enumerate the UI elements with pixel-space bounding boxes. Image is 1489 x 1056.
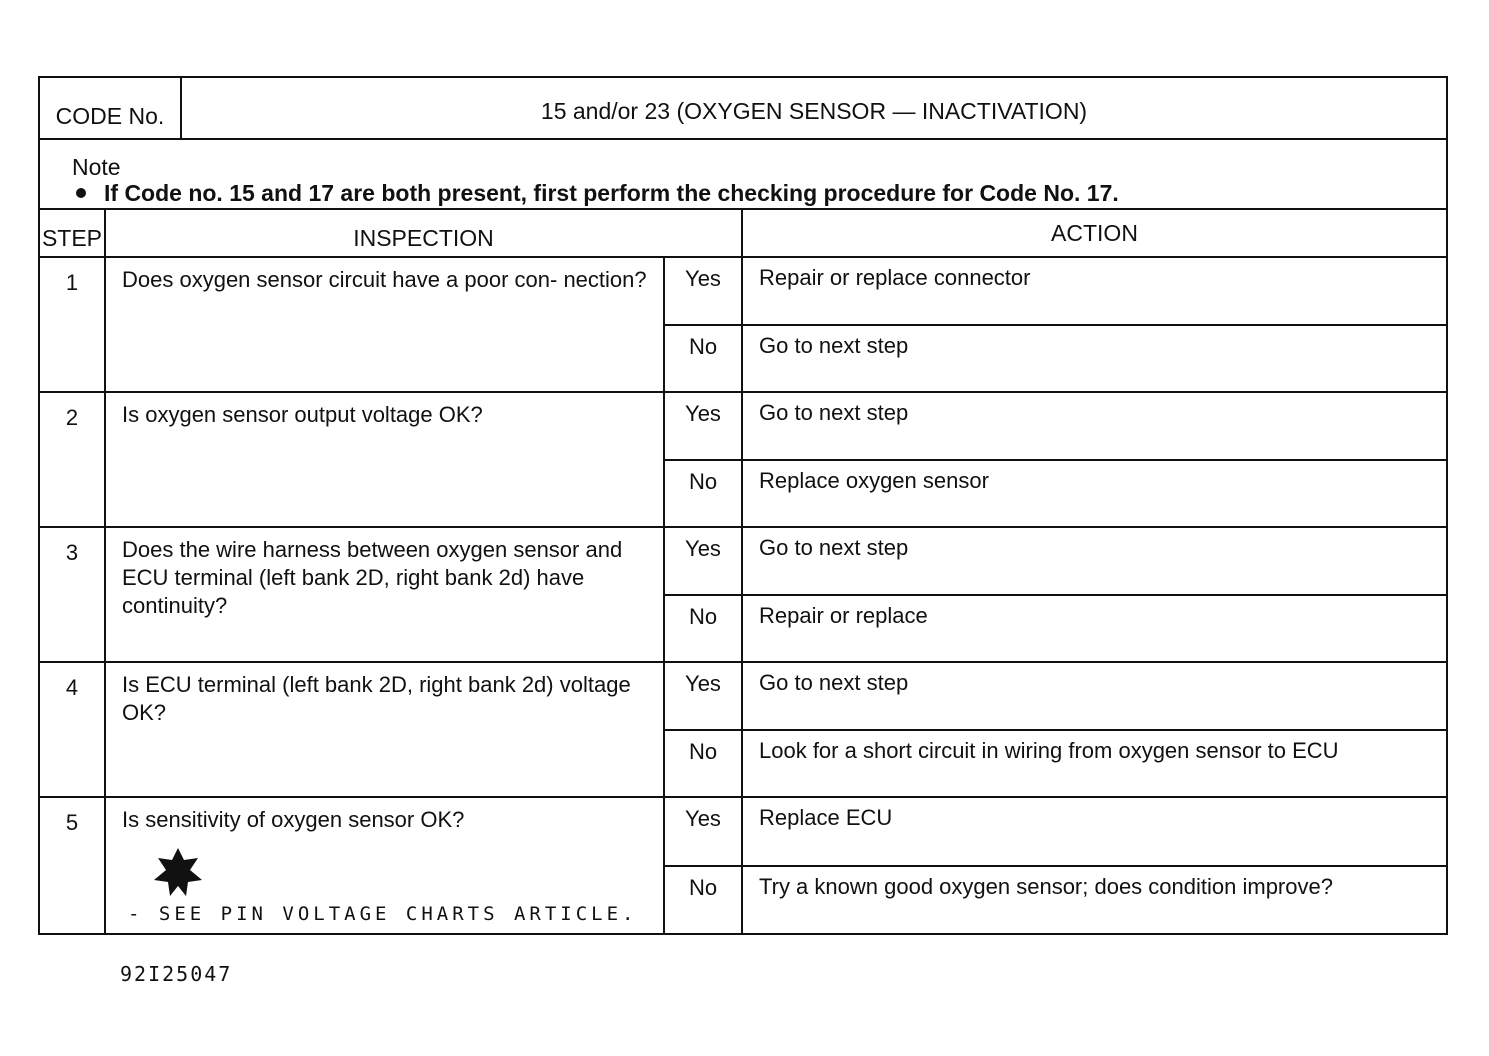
- step-number: 5: [40, 798, 106, 933]
- pin-voltage-note: - SEE PIN VOLTAGE CHARTS ARTICLE.: [128, 903, 638, 925]
- step-question-cell: [106, 798, 665, 933]
- step-answers: [665, 393, 1446, 526]
- step-row: [40, 528, 1446, 663]
- answer-yes-label: Yes: [665, 663, 743, 729]
- step-question: Is sensitivity of oxygen sensor OK?: [122, 807, 465, 832]
- answer-no-row: [665, 731, 1446, 797]
- answer-no-row: [665, 867, 1446, 934]
- answer-yes-row: [665, 798, 1446, 867]
- step-number: 4: [40, 663, 106, 796]
- answer-no-row: [665, 326, 1446, 392]
- answer-yes-label: Yes: [665, 393, 743, 459]
- step-number: 2: [40, 393, 106, 526]
- step-row: [40, 663, 1446, 798]
- answer-yes-action: Go to next step: [759, 670, 909, 695]
- answer-yes-label: Yes: [665, 528, 743, 594]
- step-row: [40, 258, 1446, 393]
- diagnostic-table: [38, 76, 1448, 935]
- answer-yes-row: [665, 393, 1446, 461]
- answer-yes-action: Replace ECU: [759, 805, 893, 830]
- answer-no-action: Replace oxygen sensor: [759, 467, 989, 493]
- step-number: 1: [40, 258, 106, 391]
- note-section: [40, 140, 1446, 210]
- step-answers: [665, 798, 1446, 933]
- answer-no-row: [665, 461, 1446, 527]
- bullet-icon: [76, 188, 86, 198]
- star-icon: [152, 848, 204, 896]
- column-header-inspection: INSPECTION: [106, 210, 743, 256]
- note-line: [72, 180, 1446, 206]
- answer-yes-row: [665, 528, 1446, 596]
- answer-no-row: [665, 596, 1446, 662]
- step-number: 3: [40, 528, 106, 661]
- code-title: 15 and/or 23 (OXYGEN SENSOR — INACTIVATION): [540, 97, 1088, 124]
- step-answers: [665, 663, 1446, 796]
- step-question: Does the wire harness between oxygen sensor and ECU terminal (left bank 2D, right bank 2d) have continuity?: [106, 528, 665, 661]
- note-title: Note: [72, 154, 121, 180]
- step-question: Does oxygen sensor circuit have a poor con- nection?: [106, 258, 665, 391]
- answer-yes-label: Yes: [665, 798, 743, 865]
- step-answers: [665, 528, 1446, 661]
- answer-yes-action: Go to next step: [759, 400, 909, 425]
- answer-no-action: Look for a short circuit in wiring from oxygen sensor to ECU: [759, 737, 1339, 763]
- column-header-step: STEP: [40, 210, 106, 256]
- step-answers: [665, 258, 1446, 391]
- answer-no-label: No: [665, 461, 743, 527]
- column-header-row: [40, 210, 1446, 258]
- code-row: [40, 78, 1446, 140]
- answer-no-label: No: [665, 867, 743, 934]
- answer-no-action: Repair or replace: [759, 602, 928, 628]
- step-question: Is oxygen sensor output voltage OK?: [106, 393, 665, 526]
- step-row: [40, 393, 1446, 528]
- code-label: CODE No.: [40, 78, 182, 138]
- answer-yes-action: Repair or replace connector: [759, 265, 1031, 290]
- answer-no-action: Try a known good oxygen sensor; does condition improve?: [759, 873, 1333, 899]
- column-header-action: ACTION: [1051, 220, 1138, 246]
- star-icon-svg: [152, 848, 204, 896]
- answer-yes-row: [665, 258, 1446, 326]
- answer-yes-action: Go to next step: [759, 535, 909, 560]
- answer-no-label: No: [665, 596, 743, 662]
- step-row: [40, 798, 1446, 933]
- answer-yes-row: [665, 663, 1446, 731]
- figure-id: 92I25047: [120, 962, 233, 986]
- answer-no-action: Go to next step: [759, 332, 909, 358]
- answer-no-label: No: [665, 326, 743, 392]
- step-question: Is ECU terminal (left bank 2D, right bank 2d) voltage OK?: [106, 663, 665, 796]
- answer-no-label: No: [665, 731, 743, 797]
- note-text: If Code no. 15 and 17 are both present, first perform the checking procedure for Code No. 17.: [104, 180, 1119, 206]
- answer-yes-label: Yes: [665, 258, 743, 324]
